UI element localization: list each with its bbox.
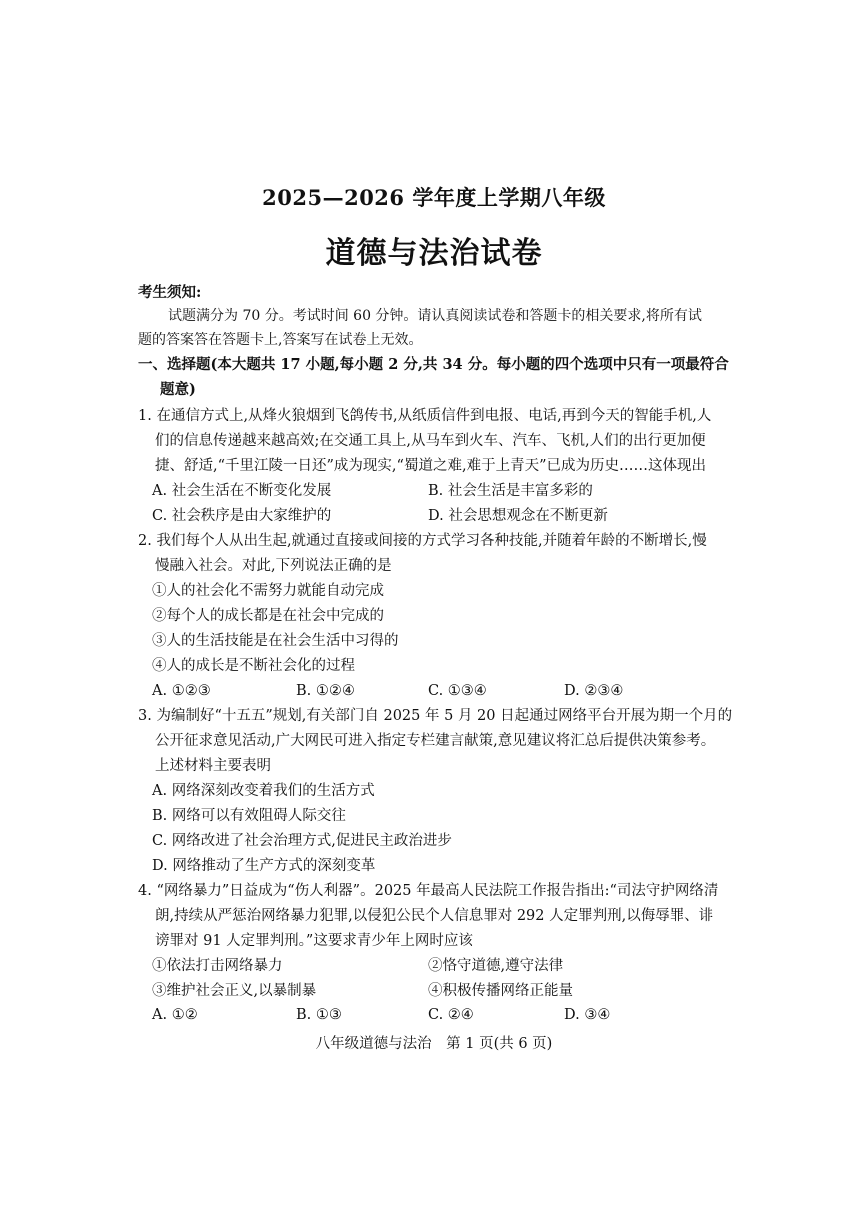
q4-stem-line: 朗,持续从严惩治网络暴力犯罪,以侵犯公民个人信息罪对 292 人定罪判刑,以侮辱罪、诽 (155, 908, 714, 924)
q3-stem-line: 3. 为编制好“十五五”规划,有关部门自 2025 年 5 月 20 日起通过网络平台开展为期一个月的 (138, 708, 733, 724)
q3-option-c[interactable]: C. 网络改进了社会治理方式,促进民主政治进步 (152, 833, 452, 849)
notice-heading: 考生须知: (138, 284, 202, 301)
q3-option-a[interactable]: A. 网络深刻改变着我们的生活方式 (152, 783, 375, 799)
q3-option-b[interactable]: B. 网络可以有效阻碍人际交往 (152, 808, 346, 824)
q2-option-d[interactable]: D. ②③④ (564, 683, 624, 699)
q3-option-d[interactable]: D. 网络推动了生产方式的深刻变革 (152, 858, 376, 874)
q4-option-a[interactable]: A. ①② (152, 1007, 198, 1023)
q2-option-b[interactable]: B. ①②④ (296, 683, 355, 699)
section-1-heading: 一、选择题(本大题共 17 小题,每小题 2 分,共 34 分。每小题的四个选项中只有一项最符合 (138, 356, 729, 373)
q1-stem-line: 们的信息传递越来越高效;在交通工具上,从马车到火车、汽车、飞机,人们的出行更加便 (155, 433, 706, 449)
q2-item-3: ③人的生活技能是在社会生活中习得的 (152, 633, 399, 649)
q1-option-a[interactable]: A. 社会生活在不断变化发展 (152, 483, 332, 499)
subject-title: 道德与法治试卷 (325, 236, 543, 271)
q4-item-3: ③维护社会正义,以暴制暴 (152, 983, 317, 999)
page-footer: 八年级道德与法治 第 1 页(共 6 页) (315, 1036, 553, 1052)
q1-option-d[interactable]: D. 社会思想观念在不断更新 (428, 508, 608, 524)
q1-option-b[interactable]: B. 社会生活是丰富多彩的 (428, 483, 593, 499)
q2-item-2: ②每个人的成长都是在社会中完成的 (152, 608, 384, 624)
q1-option-c[interactable]: C. 社会秩序是由大家维护的 (152, 508, 332, 524)
year-grade-title: 2025—2026 学年度上学期八年级 (262, 185, 606, 210)
q2-stem-line: 2. 我们每个人从出生起,就通过直接或间接的方式学习各种技能,并随着年龄的不断增长,慢 (138, 533, 707, 549)
notice-line-2: 题的答案答在答题卡上,答案写在试卷上无效。 (138, 332, 423, 348)
section-1-heading-cont: 题意) (160, 381, 196, 398)
q2-item-4: ④人的成长是不断社会化的过程 (152, 658, 355, 674)
q4-item-2: ②恪守道德,遵守法律 (428, 958, 564, 974)
q2-option-a[interactable]: A. ①②③ (152, 683, 211, 699)
q3-stem-line: 上述材料主要表明 (155, 758, 271, 774)
q2-item-1: ①人的社会化不需努力就能自动完成 (152, 583, 384, 599)
q4-stem-line: 4. “网络暴力”日益成为“伤人利器”。2025 年最高人民法院工作报告指出:“司法守护网络清 (138, 883, 719, 899)
q1-stem-line: 1. 在通信方式上,从烽火狼烟到飞鸽传书,从纸质信件到电报、电话,再到今天的智能手机,人 (138, 408, 712, 424)
q2-stem-line: 慢融入社会。对此,下列说法正确的是 (155, 558, 392, 574)
notice-line-1: 试题满分为 70 分。考试时间 60 分钟。请认真阅读试卷和答题卡的相关要求,将所有试 (168, 308, 702, 324)
q4-item-4: ④积极传播网络正能量 (428, 983, 573, 999)
q2-option-c[interactable]: C. ①③④ (428, 683, 487, 699)
q4-option-c[interactable]: C. ②④ (428, 1007, 474, 1023)
q4-option-d[interactable]: D. ③④ (564, 1007, 611, 1023)
q4-item-1: ①依法打击网络暴力 (152, 958, 283, 974)
q4-option-b[interactable]: B. ①③ (296, 1007, 342, 1023)
q1-stem-line: 捷、舒适,“千里江陵一日还”成为现实,“蜀道之难,难于上青天”已成为历史……这体现出 (155, 458, 706, 474)
q4-stem-line: 谤罪对 91 人定罪判刑。”这要求青少年上网时应该 (155, 933, 473, 949)
q3-stem-line: 公开征求意见活动,广大网民可进入指定专栏建言献策,意见建议将汇总后提供决策参考。 (155, 733, 716, 749)
